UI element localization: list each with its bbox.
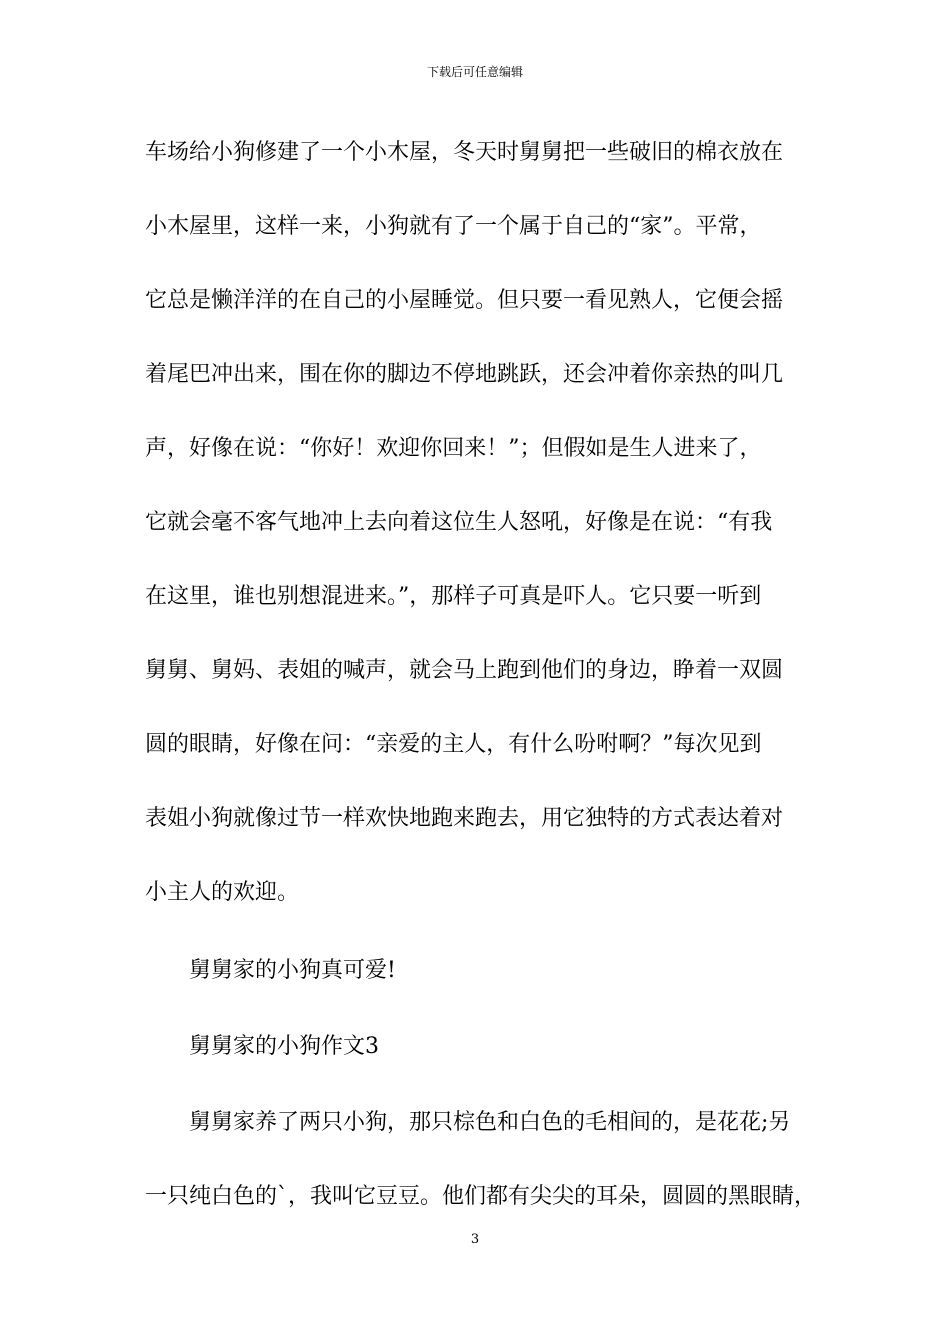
- page-number: 3: [470, 1232, 480, 1247]
- page-header: 下载后可任意编辑: [426, 65, 523, 79]
- body-line: 声，好像在说：“你好！欢迎你回来！”；但假如是生人进来了，: [145, 436, 762, 461]
- body-line: 小木屋里，这样一来，小狗就有了一个属于自己的“家”。平常，: [145, 214, 762, 239]
- body-line: 在这里，谁也别想混进来。”，那样子可真是吓人。它只要一听到: [145, 584, 762, 609]
- body-line: 表姐小狗就像过节一样欢快地跑来跑去，用它独特的方式表达着对: [145, 806, 784, 831]
- body-line: 车场给小狗修建了一个小木屋，冬天时舅舅把一些破旧的棉衣放在: [145, 140, 784, 165]
- body-line: 它总是懒洋洋的在自己的小屋睡觉。但只要一看见熟人，它便会摇: [145, 288, 784, 313]
- body-line: 着尾巴冲出来，围在你的脚边不停地跳跃，还会冲着你亲热的叫几: [145, 362, 784, 387]
- body-line: 它就会毫不客气地冲上去向着这位生人怒吼，好像是在说：“有我: [145, 510, 773, 535]
- paragraph-line: 舅舅家的小狗真可爱!: [189, 958, 396, 983]
- paragraph-line: 舅舅家养了两只小狗，那只棕色和白色的毛相间的，是花花;另: [189, 1110, 791, 1135]
- section-title: 舅舅家的小狗作文3: [189, 1034, 379, 1059]
- body-line: 舅舅、舅妈、表姐的喊声，就会马上跑到他们的身边，睁着一双圆: [145, 658, 784, 683]
- body-line: 一只纯白色的`，我叫它豆豆。他们都有尖尖的耳朵，圆圆的黑眼睛，: [145, 1184, 817, 1209]
- body-line: 圆的眼睛，好像在问：“亲爱的主人，有什么吩咐啊？”每次见到: [145, 732, 762, 757]
- body-line: 小主人的欢迎。: [145, 880, 300, 905]
